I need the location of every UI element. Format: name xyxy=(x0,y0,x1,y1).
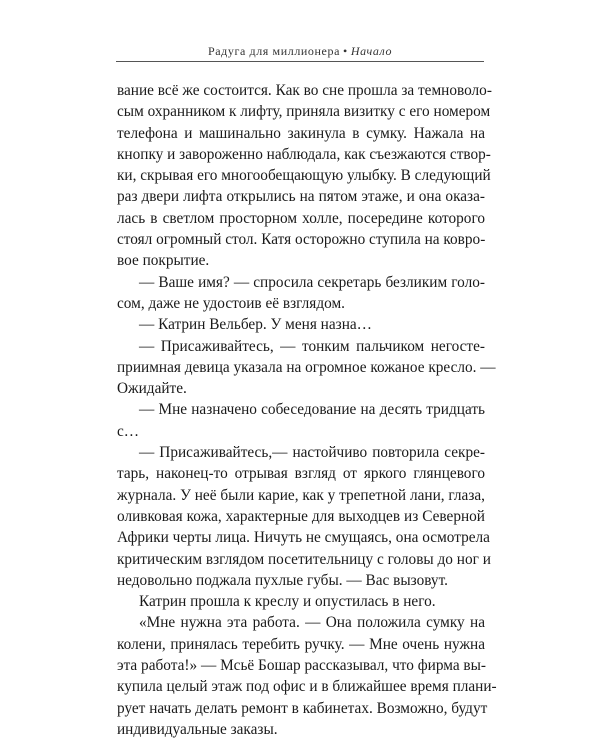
text-line: ки, скрывая его многообещающую улыбку. В следующий xyxy=(117,167,491,185)
text-line: критическим взглядом посетительницу с головы до ног и xyxy=(117,550,491,568)
text-line: — Мне назначено собеседование на десять тридцать xyxy=(139,401,485,419)
text-line: колени, принялась теребить ручку. — Мне очень нужна xyxy=(117,635,485,653)
text-line: кнопку и завороженно наблюдала, как съезжаются створ- xyxy=(117,145,491,163)
text-line: — Ваше имя? — спросила секретарь безликим голо- xyxy=(139,273,485,291)
section-title: Начало xyxy=(350,44,393,58)
text-line: — Катрин Вельбер. У меня назна… xyxy=(139,316,372,334)
text-line: купила целый этаж под офис и в ближайшее время плани- xyxy=(117,678,497,696)
text-line: Катрин прошла к креслу и опустилась в него. xyxy=(139,593,436,611)
text-line: сом, даже не удостоив её взглядом. xyxy=(117,294,345,312)
text-line: — Присаживайтесь,— настойчиво повторила секре- xyxy=(139,444,485,462)
header-separator: • xyxy=(343,44,348,58)
text-line: телефона и машинально закинула в сумку. Нажала на xyxy=(117,124,485,142)
text-line: вое покрытие. xyxy=(117,252,210,270)
text-line: оливковая кожа, характерные для выходцев из Северной xyxy=(117,507,485,525)
text-line: раз двери лифта открылись на пятом этаже, и она оказа- xyxy=(117,188,485,206)
text-line: Африки черты лица. Ничуть не смущаясь, она осмотрела xyxy=(117,529,490,547)
book-title: Радуга для миллионера xyxy=(207,44,341,58)
text-line: лась в светлом просторном холле, посередине которого xyxy=(117,209,485,227)
text-line: с… xyxy=(117,422,140,440)
header-rule xyxy=(116,61,484,62)
text-line: «Мне нужна эта работа. — Она положила сумку на xyxy=(139,614,485,632)
text-line: сым охранником к лифту, приняла визитку с его номером xyxy=(117,103,491,121)
text-line: — Присаживайтесь, — тонким пальчиком негосте- xyxy=(139,337,485,355)
text-line: вание всё же состоится. Как во сне прошла за темноволо- xyxy=(117,82,492,99)
text-line: стоял огромный стол. Катя осторожно ступила на ковро- xyxy=(117,231,486,249)
text-line: журнала. У неё были карие, как у трепетной лани, глаза, xyxy=(117,486,485,504)
text-line: Ожидайте. xyxy=(117,380,187,398)
text-line: недовольно поджала пухлые губы. — Вас вызовут. xyxy=(117,571,448,589)
text-line: тарь, наконец-то отрывая взгляд от яркого глянцевого xyxy=(117,465,485,483)
text-line: приимная девица указала на огромное кожаное кресло. — xyxy=(117,358,496,376)
text-line: индивидуальные заказы. xyxy=(117,720,278,738)
text-line: эта работа!» — Мсьё Бошар рассказывал, что фирма вы- xyxy=(117,657,487,675)
text-line: рует начать делать ремонт в кабинетах. Возможно, будут xyxy=(117,699,488,717)
body-text xyxy=(117,80,497,740)
running-header xyxy=(116,44,484,59)
